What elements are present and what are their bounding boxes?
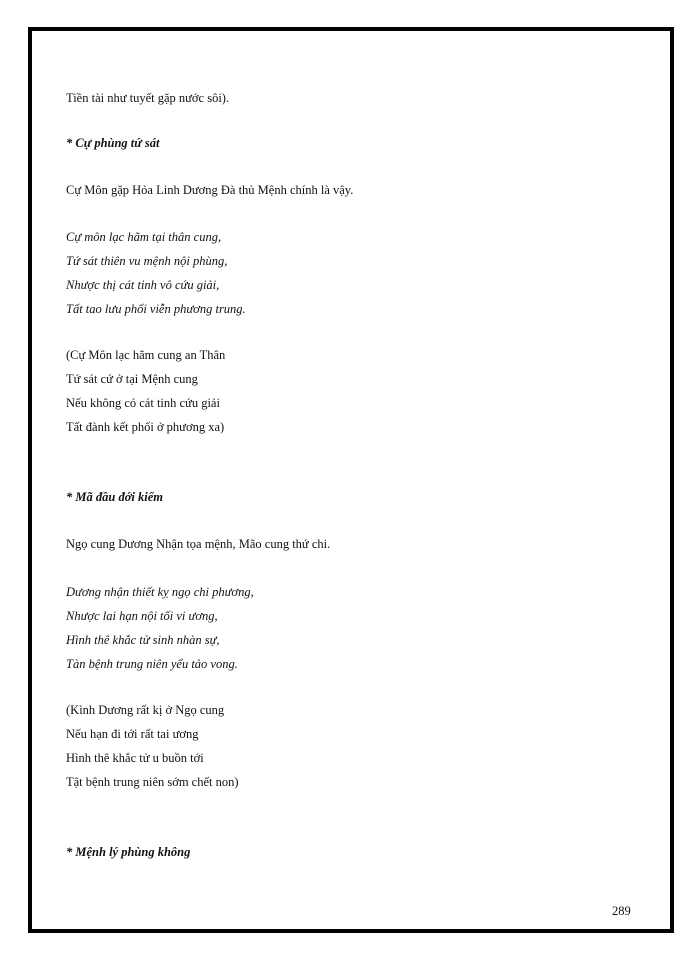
translation-line: Hình thê khắc tử u buồn tới	[66, 751, 204, 765]
section-heading-cu-phung-tu-sat: * Cự phùng tứ sát	[66, 136, 160, 150]
translation-line: (Kình Dương rất kị ở Ngọ cung	[66, 703, 225, 717]
verse-line: Dương nhận thiết kỵ ngọ chi phương,	[66, 585, 254, 599]
verse-line: Nhược lai hạn nội tối vi ương,	[66, 609, 218, 623]
section-heading-menh-ly-phung-khong: * Mệnh lý phùng không	[66, 845, 191, 859]
section-description: Cự Môn gặp Hỏa Linh Dương Đà thủ Mệnh chính là vậy.	[66, 183, 354, 197]
verse-line: Nhược thị cát tinh vô cứu giải,	[66, 278, 220, 292]
translation-line: Nếu hạn đi tới rất tai ương	[66, 727, 199, 741]
translation-line: (Cự Môn lạc hãm cung an Thân	[66, 348, 226, 362]
page-number: 289	[612, 904, 631, 918]
verse-line: Tất tao lưu phối viễn phương trung.	[66, 302, 246, 316]
verse-line: Tứ sát thiên vu mệnh nội phùng,	[66, 254, 228, 268]
intro-line: Tiền tài như tuyết gặp nước sôi).	[66, 91, 230, 105]
section-description: Ngọ cung Dương Nhận tọa mệnh, Mão cung thứ chi.	[66, 537, 331, 551]
verse-line: Cự môn lạc hãm tại thân cung,	[66, 230, 222, 244]
page-border-frame	[28, 27, 674, 933]
section-heading-ma-dau-doi-kiem: * Mã đầu đới kiếm	[66, 490, 163, 504]
translation-line: Tất đành kết phối ở phương xa)	[66, 420, 225, 434]
translation-line: Tứ sát cứ ở tại Mệnh cung	[66, 372, 198, 386]
translation-line: Nếu không có cát tinh cứu giải	[66, 396, 220, 410]
verse-line: Hình thê khắc tử sinh nhàn sự,	[66, 633, 220, 647]
verse-line: Tàn bệnh trung niên yểu tảo vong.	[66, 657, 238, 671]
translation-line: Tật bệnh trung niên sớm chết non)	[66, 775, 239, 789]
